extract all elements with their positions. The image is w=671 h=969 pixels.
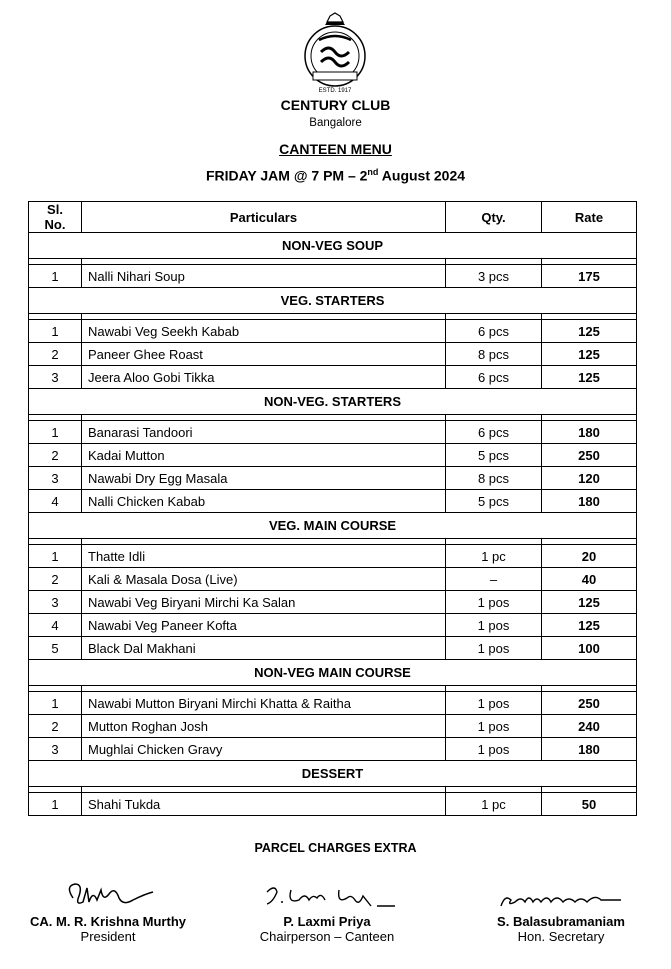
item-rate: 100 [542,637,637,660]
item-name: Mughlai Chicken Gravy [82,738,446,761]
section-row [29,513,637,539]
item-name: Nawabi Dry Egg Masala [82,467,446,490]
item-rate: 180 [542,421,637,444]
signatory-chairperson [227,876,427,944]
event-title: FRIDAY JAM @ 7 PM – 2nd August 2024 [205,167,466,184]
item-sl: 1 [29,545,82,568]
item-rate: 250 [542,444,637,467]
table-header-row [29,202,637,233]
item-qty: 1 pos [446,591,542,614]
section-title: NON-VEG. STARTERS [29,389,637,415]
section-title: NON-VEG SOUP [29,233,637,259]
section-row [29,288,637,314]
item-name: Nawabi Mutton Biryani Mirchi Khatta & Raitha [82,692,446,715]
table-row [29,637,637,660]
item-qty: 5 pcs [446,490,542,513]
item-qty: 1 pc [446,545,542,568]
table-row [29,343,637,366]
item-qty: 1 pos [446,692,542,715]
table-row [29,793,637,816]
table-row [29,421,637,444]
item-rate: 120 [542,467,637,490]
table-row [29,692,637,715]
item-rate: 20 [542,545,637,568]
signatory-secretary [461,876,661,944]
table-row [29,715,637,738]
item-sl: 1 [29,265,82,288]
item-name: Jeera Aloo Gobi Tikka [82,366,446,389]
item-sl: 2 [29,444,82,467]
header-qty: Qty. [446,202,542,233]
item-sl: 2 [29,343,82,366]
signatory-role: Hon. Secretary [517,929,605,944]
item-qty: 6 pcs [446,366,542,389]
item-qty: 5 pcs [446,444,542,467]
item-qty: 8 pcs [446,467,542,490]
item-sl: 1 [29,421,82,444]
item-sl: 1 [29,692,82,715]
item-name: Paneer Ghee Roast [82,343,446,366]
item-name: Banarasi Tandoori [82,421,446,444]
item-sl: 4 [29,490,82,513]
section-title: VEG. STARTERS [29,288,637,314]
item-name: Nalli Nihari Soup [82,265,446,288]
table-row [29,265,637,288]
century-club-logo [299,12,371,96]
item-qty: 3 pcs [446,265,542,288]
item-rate: 40 [542,568,637,591]
signature-secretary [481,876,641,914]
item-qty: 1 pos [446,715,542,738]
item-name: Nawabi Veg Biryani Mirchi Ka Salan [82,591,446,614]
item-name: Shahi Tukda [82,793,446,816]
item-sl: 2 [29,568,82,591]
item-rate: 175 [542,265,637,288]
item-name: Nawabi Veg Paneer Kofta [82,614,446,637]
item-rate: 180 [542,490,637,513]
section-row [29,761,637,787]
item-qty: 1 pos [446,637,542,660]
item-name: Nalli Chicken Kabab [82,490,446,513]
item-sl: 5 [29,637,82,660]
item-name: Nawabi Veg Seekh Kabab [82,320,446,343]
item-sl: 3 [29,467,82,490]
item-rate: 250 [542,692,637,715]
item-rate: 180 [542,738,637,761]
item-sl: 3 [29,738,82,761]
signature-chairperson [247,876,407,914]
item-sl: 3 [29,366,82,389]
section-title: VEG. MAIN COURSE [29,513,637,539]
header-particulars: Particulars [82,202,446,233]
item-qty: 8 pcs [446,343,542,366]
table-row [29,366,637,389]
table-row [29,614,637,637]
item-sl: 4 [29,614,82,637]
item-rate: 125 [542,320,637,343]
section-row [29,389,637,415]
club-name: CENTURY CLUB [280,97,391,113]
section-row [29,660,637,686]
section-row [29,233,637,259]
table-row [29,320,637,343]
item-qty: – [446,568,542,591]
table-row [29,444,637,467]
signatory-role: President [80,929,136,944]
table-row [29,738,637,761]
item-name: Kadai Mutton [82,444,446,467]
menu-body [29,233,637,816]
item-name: Thatte Idli [82,545,446,568]
item-name: Mutton Roghan Josh [82,715,446,738]
item-sl: 2 [29,715,82,738]
item-rate: 240 [542,715,637,738]
item-sl: 3 [29,591,82,614]
club-city: Bangalore [309,117,362,129]
item-qty: 1 pos [446,738,542,761]
signatory-name: S. Balasubramaniam [497,914,625,929]
svg-text:ESTD. 1917: ESTD. 1917 [318,88,352,94]
parcel-note: PARCEL CHARGES EXTRA [254,841,417,855]
item-sl: 1 [29,320,82,343]
header-sl: Sl. No. [29,202,82,233]
item-rate: 125 [542,591,637,614]
signatory-name: P. Laxmi Priya [283,914,371,929]
item-sl: 1 [29,793,82,816]
item-rate: 125 [542,343,637,366]
section-title: NON-VEG MAIN COURSE [29,660,637,686]
signatory-role: Chairperson – Canteen [259,929,395,944]
item-rate: 50 [542,793,637,816]
item-qty: 6 pcs [446,421,542,444]
item-qty: 1 pos [446,614,542,637]
table-row [29,545,637,568]
table-row [29,591,637,614]
header-rate: Rate [542,202,637,233]
item-rate: 125 [542,366,637,389]
section-title: DESSERT [29,761,637,787]
item-qty: 6 pcs [446,320,542,343]
item-name: Kali & Masala Dosa (Live) [82,568,446,591]
menu-table [28,201,637,816]
item-qty: 1 pc [446,793,542,816]
signature-president [53,876,163,914]
table-row [29,490,637,513]
menu-title: CANTEEN MENU [279,141,392,157]
item-rate: 125 [542,614,637,637]
signatory-name: CA. M. R. Krishna Murthy [29,914,186,929]
signatory-president [8,876,208,944]
table-row [29,568,637,591]
item-name: Black Dal Makhani [82,637,446,660]
table-row [29,467,637,490]
